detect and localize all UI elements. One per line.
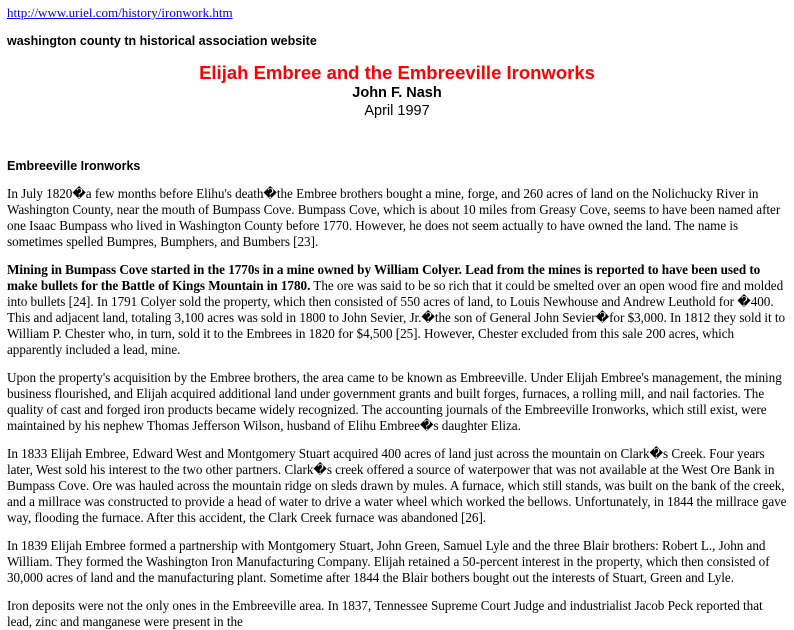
paragraph-3: Upon the property's acquisition by the Embree brothers, the area came to be known as Embreeville. Under Elijah Embree's management, the mining business flourished, and Elijah acquired additional land under government grants and built forges, furnaces, a rolling mill, and nail factories. The quality of cast and forged iron products became widely recognized. The accounting journals of the Embreeville Ironworks, which still exist, were maintained by his nephew Thomas Jefferson Wilson, husband of Elihu Embree�s daughter Eliza. <box>7 370 782 433</box>
site-name: washington county tn historical association website <box>7 34 317 48</box>
section-heading: Embreeville Ironworks <box>7 159 141 173</box>
paragraph-6: Iron deposits were not the only ones in the Embreeville area. In 1837, Tennessee Supreme Court Judge and industrialist Jacob Peck reported that lead, zinc and manganese were present in the <box>7 598 763 629</box>
article-title: Elijah Embree and the Embreeville Ironworks <box>199 62 595 83</box>
article-date: April 1997 <box>364 103 430 119</box>
source-url-link[interactable]: http://www.uriel.com/history/ironwork.htm <box>7 5 233 20</box>
paragraph-2-body: The ore was said to be so rich that it could be smelted over an open wood fire and molded into bullets [24]. In 1791 Colyer sold the property, which then consisted of 550 acres of land, to Louis Newhouse and Andrew Leuthold for �400. This and adjacent land, totaling 3,100 acres was sold in 1800 to John Sevier, Jr.�the son of General John Sevier�for $3,000. In 1812 they sold it to William P. Chester who, in turn, sold it to the Embrees in 1820 for $4,500 [25]. However, Chester excluded from this sale 200 acres, which apparently included a lead, mine. <box>7 278 785 357</box>
paragraph-2 <box>7 262 787 358</box>
paragraph-5: In 1839 Elijah Embree formed a partnership with Montgomery Stuart, John Green, Samuel Lyle and the three Blair brothers: Robert L., John and William. They formed the Washington Iron Manufacturing Company. Elijah retained a 50-percent interest in the property, which then consisted of 30,000 acres of land and the manufacturing plant. Sometime after 1844 the Blair bothers bought out the interests of Stuart, Green and Lyle. <box>7 538 770 585</box>
paragraph-4: In 1833 Elijah Embree, Edward West and Montgomery Stuart acquired 400 acres of land just across the mountain on Clark�s Creek. Four years later, West sold his interest to the two other partners. Clark�s creek offered a source of waterpower that was not available at the West Ore Bank in Bumpass Cove. Ore was hauled across the mountain ridge on sleds drawn by mules. A furnace, which still stands, was built on the bank of the creek, and a millrace was constructed to provide a head of water to drive a water wheel which worked the bellows. Unfortunately, in 1844 the millrace gave way, flooding the furnace. After this accident, the Clark Creek furnace was abandoned [26]. <box>7 446 787 525</box>
paragraph-2-bold-lead: Mining in Bumpass Cove started in the 1770s in a mine owned by William Colyer. Lead from the mines is reported to have been used to make bullets for the Battle of Kings Mountain in 1780. <box>7 262 761 293</box>
article-header <box>7 62 787 120</box>
article-author: John F. Nash <box>352 85 442 101</box>
paragraph-1: In July 1820�a few months before Elihu's death�the Embree brothers bought a mine, forge, and 260 acres of land on the Nolichucky River in Washington County, near the mouth of Bumpass Cove. Bumpass Cove, which is about 10 miles from Greasy Cove, seems to have been named after one Isaac Bumpass who lived in Washington County before 1770. However, he does not seem actually to have owned the land. The name is sometimes spelled Bumpres, Bumphers, and Bumbers [23]. <box>7 186 781 249</box>
